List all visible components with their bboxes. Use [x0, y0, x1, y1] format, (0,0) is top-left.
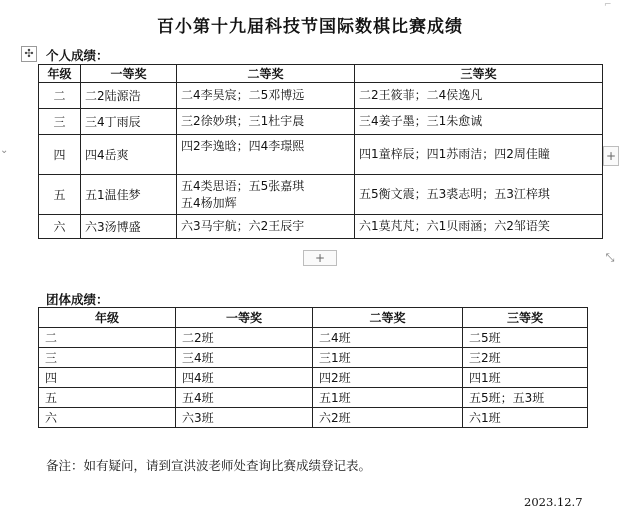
chevron-left-icon[interactable]: ⌄ [0, 145, 9, 156]
second-prize-cell: 三1班 [313, 348, 463, 368]
first-prize-cell: 六3汤博盛 [81, 215, 177, 239]
note-text: 备注：如有疑问，请到宣洪波老师处查询比赛成绩登记表。 [46, 458, 372, 473]
move-icon[interactable]: ✣ [21, 46, 37, 62]
second-prize-cell: 二4班 [313, 328, 463, 348]
table-row [39, 83, 603, 109]
grade-cell: 五 [39, 388, 176, 408]
first-prize-cell: 三4丁雨辰 [81, 109, 177, 135]
grade-cell: 四 [39, 368, 176, 388]
document-title: 百小第十九届科技节国际数棋比赛成绩 [157, 17, 463, 37]
second-prize-cell [177, 135, 355, 175]
table-row [39, 348, 588, 368]
third-prize-cell: 三2班 [463, 348, 588, 368]
table-row [39, 388, 588, 408]
name-line: 五4杨加辉 [181, 195, 237, 210]
table-row [39, 175, 603, 215]
table-row [39, 328, 588, 348]
third-prize-cell: 二5班 [463, 328, 588, 348]
first-prize-cell: 五1温佳梦 [81, 175, 177, 215]
second-prize-cell [177, 215, 355, 239]
individual-results-table [38, 64, 603, 239]
add-column-plus-icon[interactable]: + [603, 146, 619, 166]
first-prize-cell: 四4班 [176, 368, 313, 388]
name-line: 二2王筱菲；二4侯逸凡 [359, 88, 483, 102]
second-prize-cell: 六2班 [313, 408, 463, 428]
header-third-prize: 三等奖 [355, 65, 603, 83]
grade-cell: 三 [39, 109, 81, 135]
table-row [39, 408, 588, 428]
corner-mark: ⌐ [604, 0, 612, 10]
second-prize-cell: 四2班 [313, 368, 463, 388]
name-line: 四2李逸晗；四4李璟熙 [181, 139, 305, 153]
team-section-label: 团体成绩： [46, 292, 109, 307]
grade-cell: 四 [39, 135, 81, 175]
date-text: 2023.12.7 [524, 495, 583, 509]
individual-section-label: 个人成绩： [46, 48, 109, 63]
header-first-prize: 一等奖 [176, 308, 313, 328]
table-header-row [39, 65, 603, 83]
header-second-prize: 二等奖 [313, 308, 463, 328]
name-line: 六3马宇航；六2王辰宇 [181, 219, 305, 233]
third-prize-cell [355, 175, 603, 215]
first-prize-cell: 三4班 [176, 348, 313, 368]
name-line: 三4姜子墨；三1朱愈诚 [359, 114, 483, 128]
grade-cell: 六 [39, 408, 176, 428]
grade-cell: 三 [39, 348, 176, 368]
header-grade: 年级 [39, 65, 81, 83]
grade-cell: 二 [39, 83, 81, 109]
table-row [39, 135, 603, 175]
table-row [39, 215, 603, 239]
first-prize-cell: 二2陆源浩 [81, 83, 177, 109]
third-prize-cell: 六1班 [463, 408, 588, 428]
team-results-table [38, 307, 588, 428]
name-line: 五4类思语；五5张嘉琪 [181, 178, 305, 193]
name-line: 二4李昊宸；二5邓博远 [181, 88, 305, 102]
name-line: 五5衡文震；五3裘志明；五3江梓琪 [359, 187, 550, 201]
header-second-prize: 二等奖 [177, 65, 355, 83]
second-prize-cell [177, 109, 355, 135]
name-line: 四1童梓辰；四1苏雨洁；四2周佳瞳 [359, 147, 550, 161]
first-prize-cell: 四4岳爽 [81, 135, 177, 175]
third-prize-cell [355, 83, 603, 109]
header-first-prize: 一等奖 [81, 65, 177, 83]
resize-icon[interactable]: ⤡ [605, 251, 615, 264]
third-prize-cell [355, 135, 603, 175]
header-grade: 年级 [39, 308, 176, 328]
table-row [39, 109, 603, 135]
first-prize-cell: 五4班 [176, 388, 313, 408]
name-line: 三2徐妙琪；三1杜宇晨 [181, 114, 305, 128]
name-line: 六1莫芃芃；六1贝雨涵；六2邹语笑 [359, 219, 550, 233]
table-header-row [39, 308, 588, 328]
grade-cell: 六 [39, 215, 81, 239]
third-prize-cell: 五5班；五3班 [463, 388, 588, 408]
table-row [39, 368, 588, 388]
third-prize-cell [355, 215, 603, 239]
grade-cell: 五 [39, 175, 81, 215]
add-row-plus-icon[interactable]: + [303, 250, 337, 266]
second-prize-cell: 五1班 [313, 388, 463, 408]
header-third-prize: 三等奖 [463, 308, 588, 328]
grade-cell: 二 [39, 328, 176, 348]
second-prize-cell [177, 83, 355, 109]
second-prize-cell [177, 175, 355, 215]
first-prize-cell: 六3班 [176, 408, 313, 428]
third-prize-cell: 四1班 [463, 368, 588, 388]
third-prize-cell [355, 109, 603, 135]
first-prize-cell: 二2班 [176, 328, 313, 348]
